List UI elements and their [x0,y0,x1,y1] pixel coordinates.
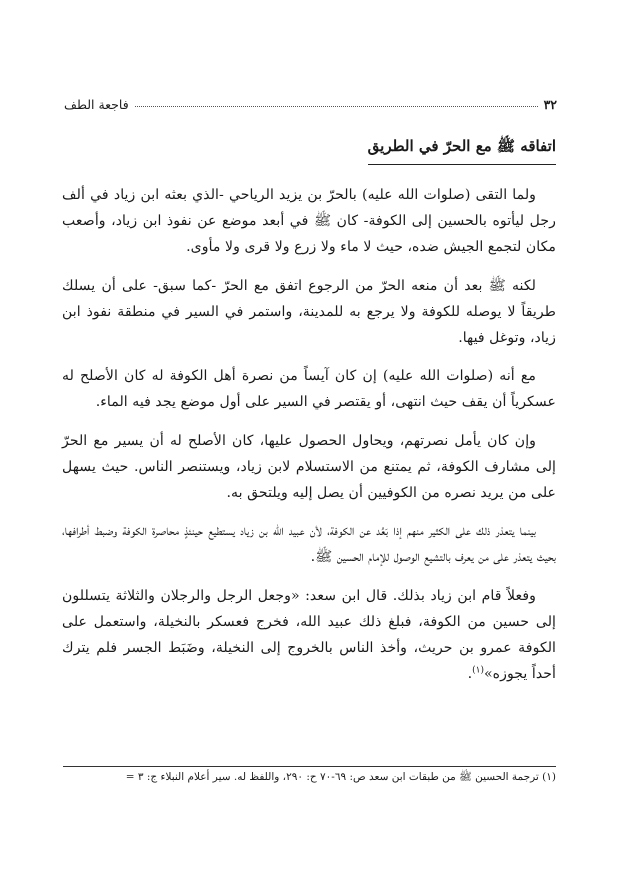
paragraph: بينما يتعذر ذلك على الكثير منهم إذا بَعُد عن الكوفة، لأن عبيد الله بن زياد يستطيع حينئذٍ محاصرة الكوفة وضبط أطرافها، بحيث يتعذر على من يعرف بالتشيع الوصول للإمام الحسين ﷺ. [62,523,556,565]
paragraph-text: وفعلاً قام ابن زياد بذلك. قال ابن سعد: «وجعل الرجل والرجلان والثلاثة يتسللون إلى حسين من الكوفة، فبلغ ذلك عبيد الله، فخرج فعسكر بالنخيلة، واستعمل على الكوفة عمرو بن حريث، وأخذ الناس بالخروج إلى النخيلة، وضَبَط الجسر فلم يترك أحداً يجوزه» [62,587,556,682]
footnote-reference[interactable]: (١) [472,664,484,675]
paragraph-end: . [467,665,473,682]
running-header [64,94,557,114]
body-text [62,182,556,699]
paragraph: مع أنه (صلوات الله عليه) إن كان آيساً من نصرة أهل الكوفة له كان الأصلح له عسكرياً أن يقف حيث انتهى، أو يقتصر في السير على أول موضع يجد فيه الماء. [62,368,556,410]
footnote: (١) ترجمة الحسين ﷺ من طبقات ابن سعد ص: ٦٩-٧٠ ح: ٢٩٠، واللفظ له. سير أعلام النبلاء ج: ٣ = [125,771,556,783]
header-dot-leader [135,100,538,107]
paragraph [62,583,556,687]
page-number: ٣٢ [543,96,557,112]
paragraph: ولما التقى (صلوات الله عليه) بالحرّ بن يزيد الرياحي -الذي بعثه ابن زياد في ألف رجل ليأتوه بالحسين إلى الكوفة- كان ﷺ في أبعد موضع عن نفوذ ابن زياد، وأصعب مكان لتجمع الجيش ضده، حيث لا ماء ولا زرع ولا قرى ولا مأوى. [62,187,556,255]
paragraph: وإن كان يأمل نصرتهم، ويحاول الحصول عليها، كان الأصلح له أن يسير مع الحرّ إلى مشارف الكوفة، ثم يمتنع من الاستسلام لابن زياد، ويستنصر الناس. حيث يسهل على من يريد نصره من الكوفيين أن يصل إليه ويلتحق به. [62,432,556,501]
running-title: فاجعة الطف [64,96,129,112]
footnote-divider [63,766,556,767]
section-heading: اتفاقه ﷺ مع الحرّ في الطريق [368,137,556,165]
paragraph: لكنه ﷺ بعد أن منعه الحرّ من الرجوع اتفق مع الحرّ -كما سبق- على أن يسلك طريقاً لا يوصله للكوفة ولا يرجع به للمدينة، واستمر في السير في منطقة نفوذ ابن زياد، وتوغل فيها. [62,277,556,346]
